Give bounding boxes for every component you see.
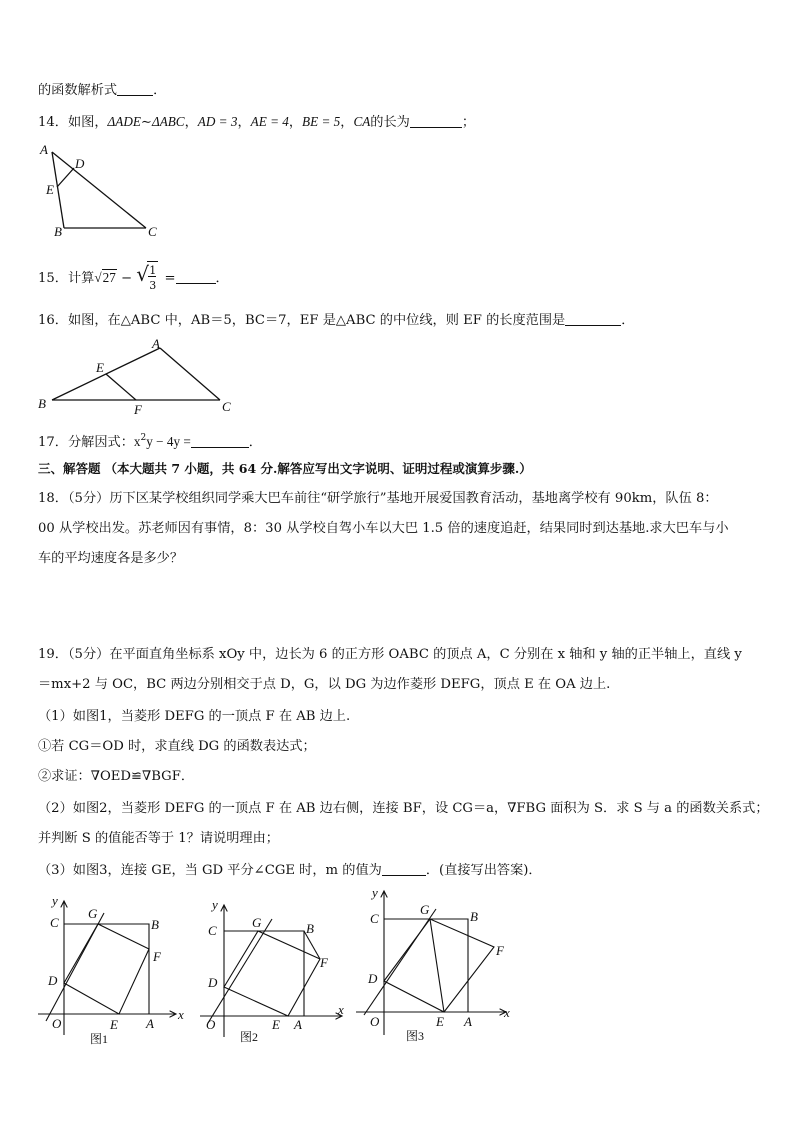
q18-line-3: 车的平均速度各是多少？ [38,551,184,566]
q15-sqrt-27: √27 [94,270,116,285]
fig2-label-E: E [272,1017,280,1032]
q16-label-A: A [152,336,160,351]
q19-line-2: ＝mx+2 与 OC，BC 两边分别相交于点 D，G，以 DG 为边作菱形 DEFG，顶点 E 在 OA 边上. [38,677,611,692]
fig3-label-y: y [372,885,378,900]
q19-figure-1 [30,895,190,1055]
q19-part2b: 并判断 S 的值能否等于 1？请说明理由； [38,831,279,846]
q14-similar-expr: ΔADE∼ΔABC [107,114,185,129]
fig3-label-D: D [368,971,378,986]
q14-number: 14． [38,115,68,130]
q14-ae: AE = 4 [250,114,289,129]
q14-tail: 的长为 [370,115,410,130]
q19-part1b: ②求证：∇OED≌∇BGF． [38,769,195,784]
fig1-label-B: B [151,917,159,932]
fig3-label-A: A [464,1014,472,1029]
q19-part1a: ①若 CG＝OD 时，求直线 DG 的函数表达式； [38,739,316,754]
q19-part3-answer-blank [382,861,426,876]
q13-end-punct: ． [153,83,167,98]
fig2-label-B: B [306,921,314,936]
fig2-label-G: G [252,915,262,930]
q16-line [38,311,634,331]
q19-figure-3 [352,885,522,1050]
q15-numerator: 1 [149,264,157,277]
fig2-label-O: O [206,1017,216,1032]
q14-label-B: B [54,224,62,239]
q15-intro: 计算 [67,271,95,286]
q14-triangle-figure [36,142,166,238]
fig1-label-C: C [50,915,59,930]
q16-label-B: B [38,396,46,411]
q14-line [38,112,475,133]
q17-number: 17． [38,435,68,450]
fig2-label-D: D [208,975,218,990]
q19-part3-text: （3）如图3，连接 GE，当 GD 平分∠CGE 时，m 的值为 [38,863,382,878]
q14-answer-blank [410,113,462,128]
q19-part3-tail: ．(直接写出答案)． [425,863,542,878]
fig3-label-B: B [470,909,478,924]
fig3-label-F: F [496,943,504,958]
q18-line-2: 00 从学校出发。苏老师因有事情，8：30 从学校自驾小车以大巴 1.5 倍的速度追赶，结果同时到达基地.求大巴车与小 [38,521,729,536]
q19-figure-2 [196,895,356,1055]
q16-label-C: C [222,399,231,414]
q14-intro: 如图， [67,115,108,130]
q19-part1: （1）如图1，当菱形 DEFG 的一顶点 F 在 AB 边上. [38,709,351,724]
fig2-label-y: y [212,897,218,912]
q17-line [38,428,262,453]
q17-end-punct: ． [248,435,262,450]
q16-number: 16． [38,313,68,328]
q19-part2a: （2）如图2，当菱形 DEFG 的一顶点 F 在 AB 边右侧，连接 BF，设 CG＝a，∇FBG 面积为 S．求 S 与 a 的函数关系式； [38,801,769,816]
q15-equals: = [164,271,176,286]
q14-sep-4: ， [340,115,354,130]
fig2-label-x: x [338,1002,344,1017]
q16-label-F: F [134,402,142,417]
fig1-label-x: x [178,1007,184,1022]
fig1-caption: 图1 [90,1032,109,1046]
q16-answer-blank [565,311,621,326]
q14-label-C: C [148,224,157,239]
q14-label-E: E [46,182,54,197]
section-3-heading [38,459,532,479]
section-3-note: （本大题共 7 小题，共 64 分.解答应写出文字说明、证明过程或演算步骤.） [104,461,532,476]
q16-triangle-figure [34,336,244,416]
q13-tail-line [38,81,166,101]
fig3-caption: 图3 [406,1029,425,1043]
q14-label-A: A [40,142,48,157]
section-3-title: 三、解答题 [38,461,101,476]
q17-exponent: 2 [140,433,147,443]
q19-line-1: 19．（5分）在平面直角坐标系 xOy 中，边长为 6 的正方形 OABC 的顶点 A，C 分别在 x 轴和 y 轴的正半轴上，直线 y [38,647,742,662]
fig3-label-E: E [436,1014,444,1029]
fig1-label-O: O [52,1016,62,1031]
fig1-label-D: D [48,973,58,988]
q16-label-E: E [96,360,104,375]
fig3-label-G: G [420,902,430,917]
fig3-label-x: x [504,1005,510,1020]
q14-be: BE = 5 [302,114,341,129]
fig1-label-y: y [52,893,58,908]
fig1-label-E: E [110,1017,118,1032]
q18-line-1: 18．（5分）历下区某学校组织同学乘大巴车前往“研学旅行”基地开展爱国教育活动，基地离学校有 90km，队伍 8： [38,491,718,506]
fig1-label-G: G [88,906,98,921]
q15-end-punct: ． [215,271,229,286]
q15-minus: − [120,271,133,286]
q15-sqrt-fraction: √ 1 3 [136,262,160,292]
q15-line [38,262,229,292]
fig2-label-C: C [208,923,217,938]
fig1-label-A: A [146,1016,154,1031]
fig2-label-F: F [320,955,328,970]
fig2-label-A: A [294,1017,302,1032]
q14-sep-2: ， [237,115,251,130]
q13-answer-blank [117,81,153,96]
q14-end-punct: ； [461,115,476,130]
fig3-label-C: C [370,911,379,926]
q13-tail-text: 的函数解析式 [38,83,118,98]
q15-number: 15． [38,271,68,286]
q15-answer-blank [176,269,216,284]
q17-answer-blank [191,433,249,448]
q15-denominator: 3 [149,279,157,292]
q14-ad: AD = 3 [197,114,238,129]
fig3-label-O: O [370,1014,380,1029]
q14-ca: CA [353,114,371,129]
q16-text: 如图，在△ABC 中，AB＝5，BC＝7，EF 是△ABC 的中位线，则 EF 的长度范围是 [67,313,566,328]
q17-expression-rest: y − 4y = [146,434,191,449]
q16-end-punct: ． [621,313,635,328]
q19-part3 [38,861,542,881]
fig1-label-F: F [153,949,161,964]
q14-sep-3: ， [288,115,303,130]
q14-label-D: D [75,156,85,171]
q17-x: x [133,434,141,449]
q14-sep-1: ， [184,115,198,130]
q17-intro: 分解因式： [67,435,134,450]
fig2-caption: 图2 [240,1030,259,1044]
q15-radicand-27: 27 [102,270,116,285]
